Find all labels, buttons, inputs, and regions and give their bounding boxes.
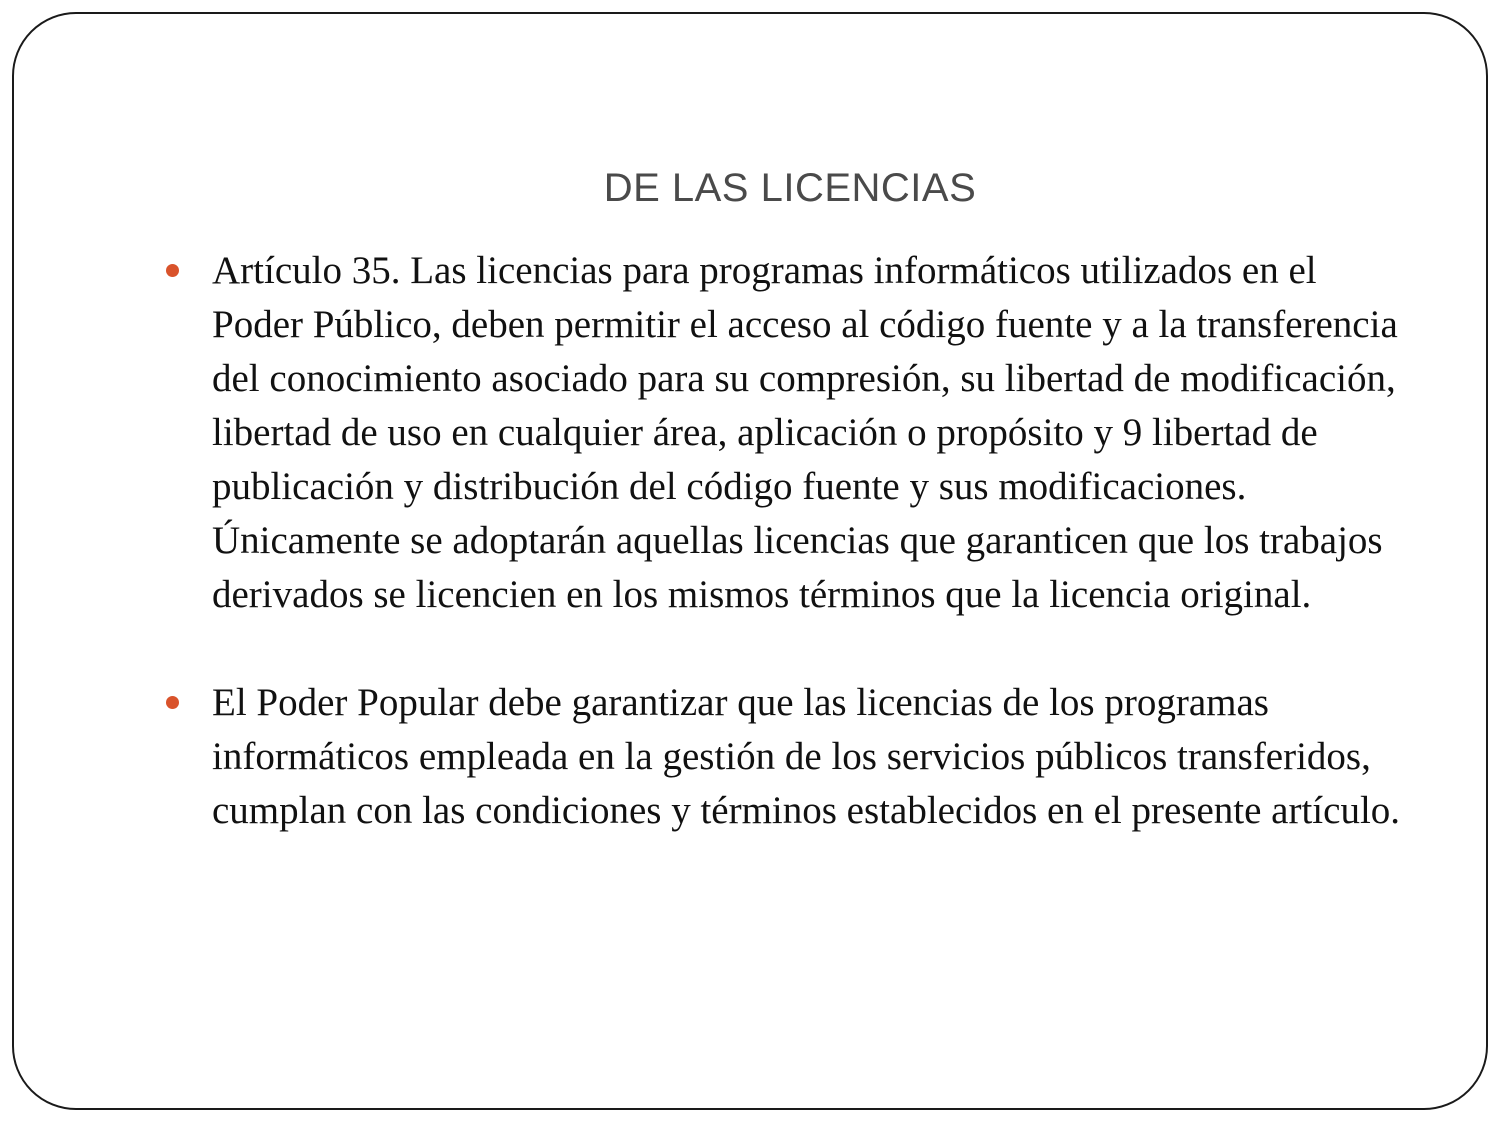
bullet-text: Artículo 35. Las licencias para programas informáticos utilizados en el Poder Público, deben permitir el acceso al código fuente y a la transferencia del conocimiento asociado para su compresión, su libertad de modificación, libertad de uso en cualquier área, aplicación o propósito y 9 libertad de publicación y distribución del código fuente y sus modificaciones. Únicamente se adoptarán aquellas licencias que garanticen que los trabajos derivados se licencien en los mismos términos que la licencia original. <box>212 249 1398 616</box>
list-item <box>212 676 1412 838</box>
bullet-list <box>212 244 1412 838</box>
bullet-text: El Poder Popular debe garantizar que las licencias de los programas informáticos empleada en la gestión de los servicios públicos transferidos, cumplan con las condiciones y términos establecidos en el presente artículo. <box>212 681 1401 832</box>
bullet-dot-icon <box>166 264 179 277</box>
slide-title: DE LAS LICENCIAS <box>603 166 977 210</box>
list-item <box>212 244 1412 622</box>
bullet-dot-icon <box>166 696 179 709</box>
